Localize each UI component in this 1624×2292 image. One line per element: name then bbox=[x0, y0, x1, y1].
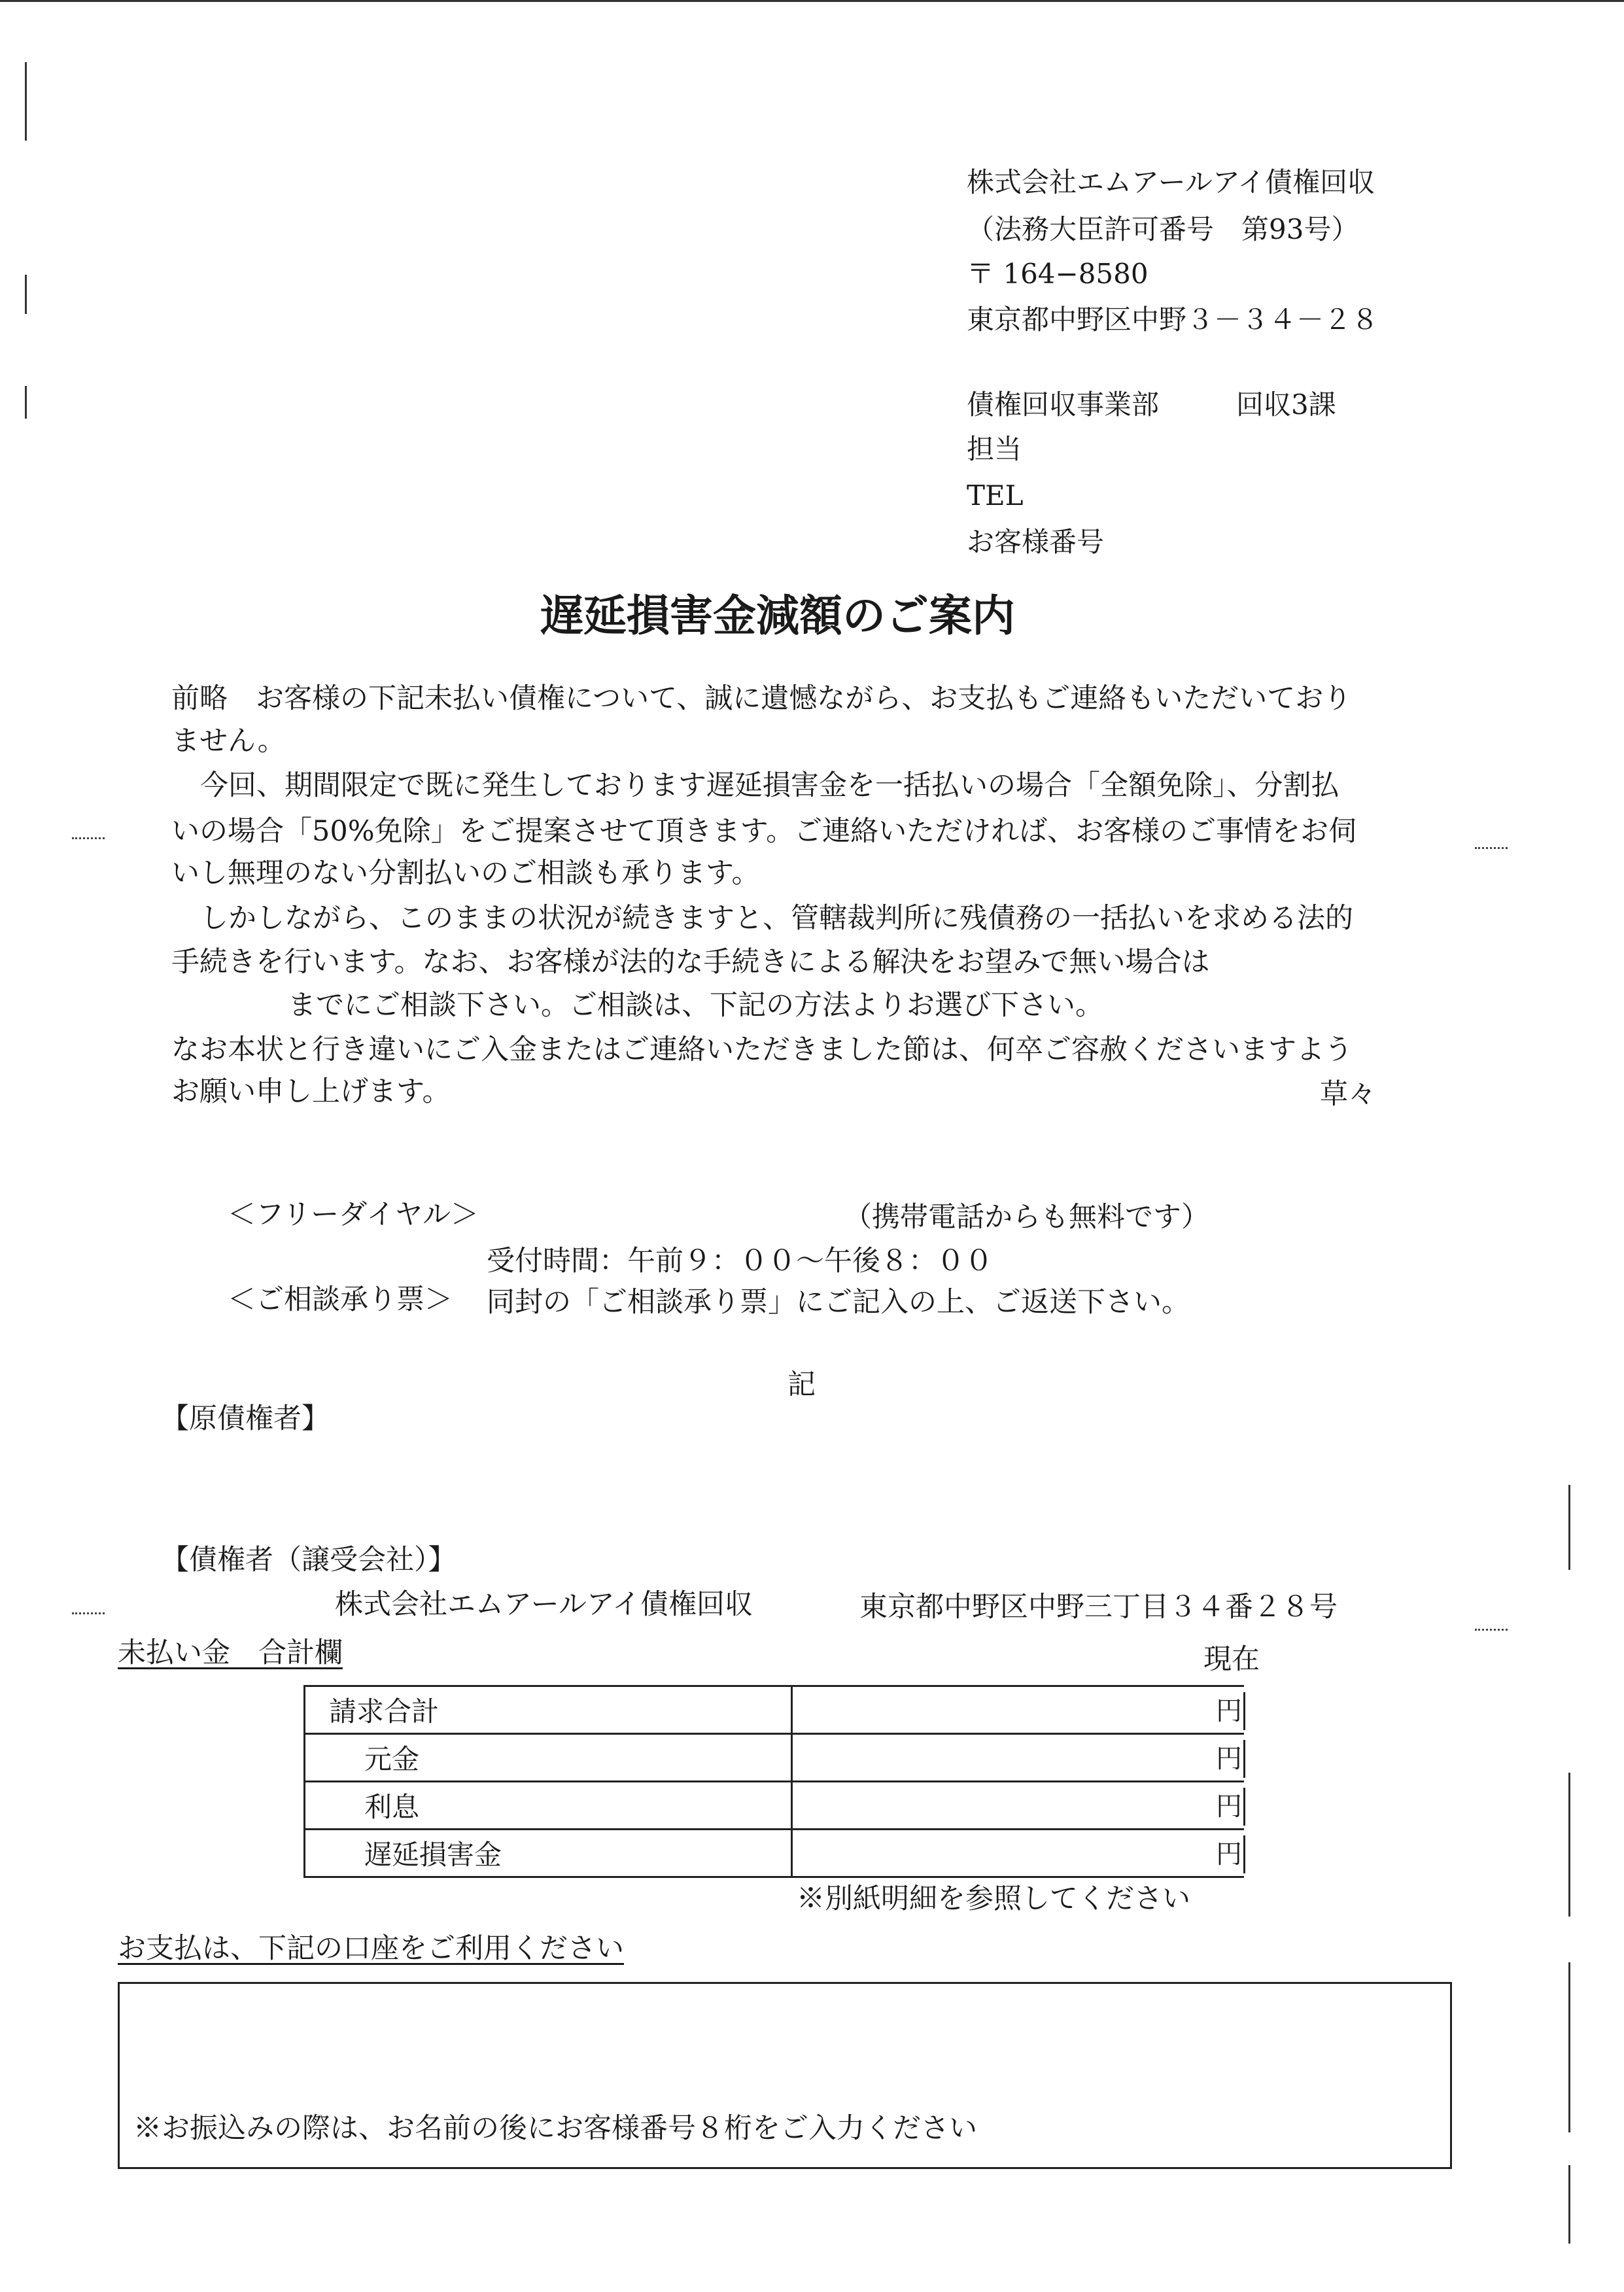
sender-address: 東京都中野区中野３－３４－２８ bbox=[967, 304, 1379, 336]
freedial-note: （携帯電話からも無料です） bbox=[844, 1201, 1209, 1234]
table-row bbox=[305, 1734, 1245, 1782]
scan-dash bbox=[72, 837, 105, 839]
scan-edge-mark bbox=[1568, 2165, 1570, 2244]
row-label: 遅延損害金 bbox=[305, 1830, 792, 1877]
body-p2-line2: いの場合「50%免除」をご提案させて頂きます。ご連絡いただければ、お客様のご事情をお伺 bbox=[171, 815, 1357, 848]
scan-dash bbox=[1475, 847, 1508, 849]
yen-unit: 円 bbox=[1215, 1740, 1245, 1778]
yen-unit: 円 bbox=[1215, 1835, 1245, 1873]
sender-license: （法務大臣許可番号 第93号） bbox=[967, 213, 1359, 245]
table-row bbox=[305, 1830, 1245, 1877]
reception-hours: 受付時間：午前９：００～午後８：００ bbox=[487, 1245, 993, 1277]
body-p3-line3: までにご相談下さい。ご相談は、下記の方法よりお選び下さい。 bbox=[288, 989, 1103, 1022]
payment-note: ※お振込みの際は、お名前の後にお客様番号８桁をご入力ください bbox=[133, 2112, 977, 2145]
freedial-label: ＜フリーダイヤル＞ bbox=[228, 1198, 479, 1231]
body-p3-line1: しかしながら、このままの状況が続きますと、管轄裁判所に残債務の一括払いを求める法的 bbox=[200, 902, 1353, 935]
scan-edge-mark bbox=[1568, 1485, 1570, 1570]
body-p2-line1: 今回、期間限定で既に発生しております遅延損害金を一括払いの場合「全額免除」、分割払 bbox=[200, 769, 1339, 802]
body-p1-line1: 前略 お客様の下記未払い債権について、誠に遺憾ながら、お支払もご連絡もいただいており bbox=[171, 682, 1352, 715]
scan-edge-mark bbox=[25, 386, 27, 419]
sender-postal: 〒 164−8580 bbox=[967, 258, 1149, 290]
sender-company: 株式会社エムアールアイ債権回収 bbox=[967, 166, 1375, 198]
scan-edge-mark bbox=[1568, 1773, 1570, 1917]
scan-dash bbox=[1475, 1629, 1508, 1631]
scan-edge-mark bbox=[25, 62, 27, 141]
table-row bbox=[305, 1686, 1245, 1734]
row-label: 請求合計 bbox=[305, 1686, 792, 1734]
original-creditor-label: 【原債権者】 bbox=[161, 1402, 330, 1435]
body-p1-line2: ません。 bbox=[171, 725, 286, 757]
creditor-name: 株式会社エムアールアイ債権回収 bbox=[335, 1588, 753, 1621]
customer-number-label: お客様番号 bbox=[967, 526, 1105, 558]
body-p4-line2: お願い申し上げます。 bbox=[171, 1075, 451, 1108]
sender-department: 債権回収事業部 bbox=[967, 389, 1160, 421]
document-title: 遅延損害金減額のご案内 bbox=[540, 590, 1015, 641]
consult-form-label: ＜ご相談承り票＞ bbox=[228, 1283, 453, 1316]
payment-heading: お支払は、下記の口座をご利用ください bbox=[118, 1932, 624, 1965]
unpaid-heading: 未払い金 合計欄 bbox=[118, 1637, 343, 1669]
body-p3-line2: 手続きを行います。なお、お客様が法的な手続きによる解決をお望みで無い場合は bbox=[171, 946, 1210, 979]
scan-top-edge bbox=[0, 0, 1624, 2]
row-label: 元金 bbox=[305, 1734, 792, 1782]
tel-label: TEL bbox=[967, 479, 1024, 512]
statement-note: ※別紙明細を参照してください bbox=[797, 1883, 1190, 1915]
row-label: 利息 bbox=[305, 1782, 792, 1830]
creditor-address: 東京都中野区中野三丁目３４番２８号 bbox=[859, 1591, 1338, 1623]
amount-cell bbox=[792, 1782, 1245, 1830]
yen-unit: 円 bbox=[1215, 1788, 1245, 1826]
closing: 草々 bbox=[1320, 1078, 1376, 1111]
contact-person-label: 担当 bbox=[967, 433, 1022, 465]
scan-dash bbox=[72, 1612, 105, 1614]
as-of-label: 現在 bbox=[1203, 1643, 1260, 1676]
amount-cell bbox=[792, 1734, 1245, 1782]
amount-cell bbox=[792, 1830, 1245, 1877]
amount-cell bbox=[792, 1686, 1245, 1734]
creditor-label: 【債権者（譲受会社）】 bbox=[161, 1544, 457, 1576]
yen-unit: 円 bbox=[1215, 1692, 1245, 1730]
sender-section: 回収3課 bbox=[1236, 389, 1336, 421]
ki-mark: 記 bbox=[787, 1368, 816, 1401]
scan-edge-mark bbox=[1568, 1962, 1570, 2132]
body-p2-line3: いし無理のない分割払いのご相談も承ります。 bbox=[171, 857, 760, 890]
unpaid-amount-table bbox=[303, 1685, 1244, 1878]
consult-form-note: 同封の「ご相談承り票」にご記入の上、ご返送下さい。 bbox=[487, 1286, 1190, 1319]
scan-edge-mark bbox=[25, 275, 27, 314]
body-p4-line1: なお本状と行き違いにご入金またはご連絡いただきました節は、何卒ご容赦くださいますよう bbox=[171, 1033, 1353, 1066]
table-row bbox=[305, 1782, 1245, 1830]
